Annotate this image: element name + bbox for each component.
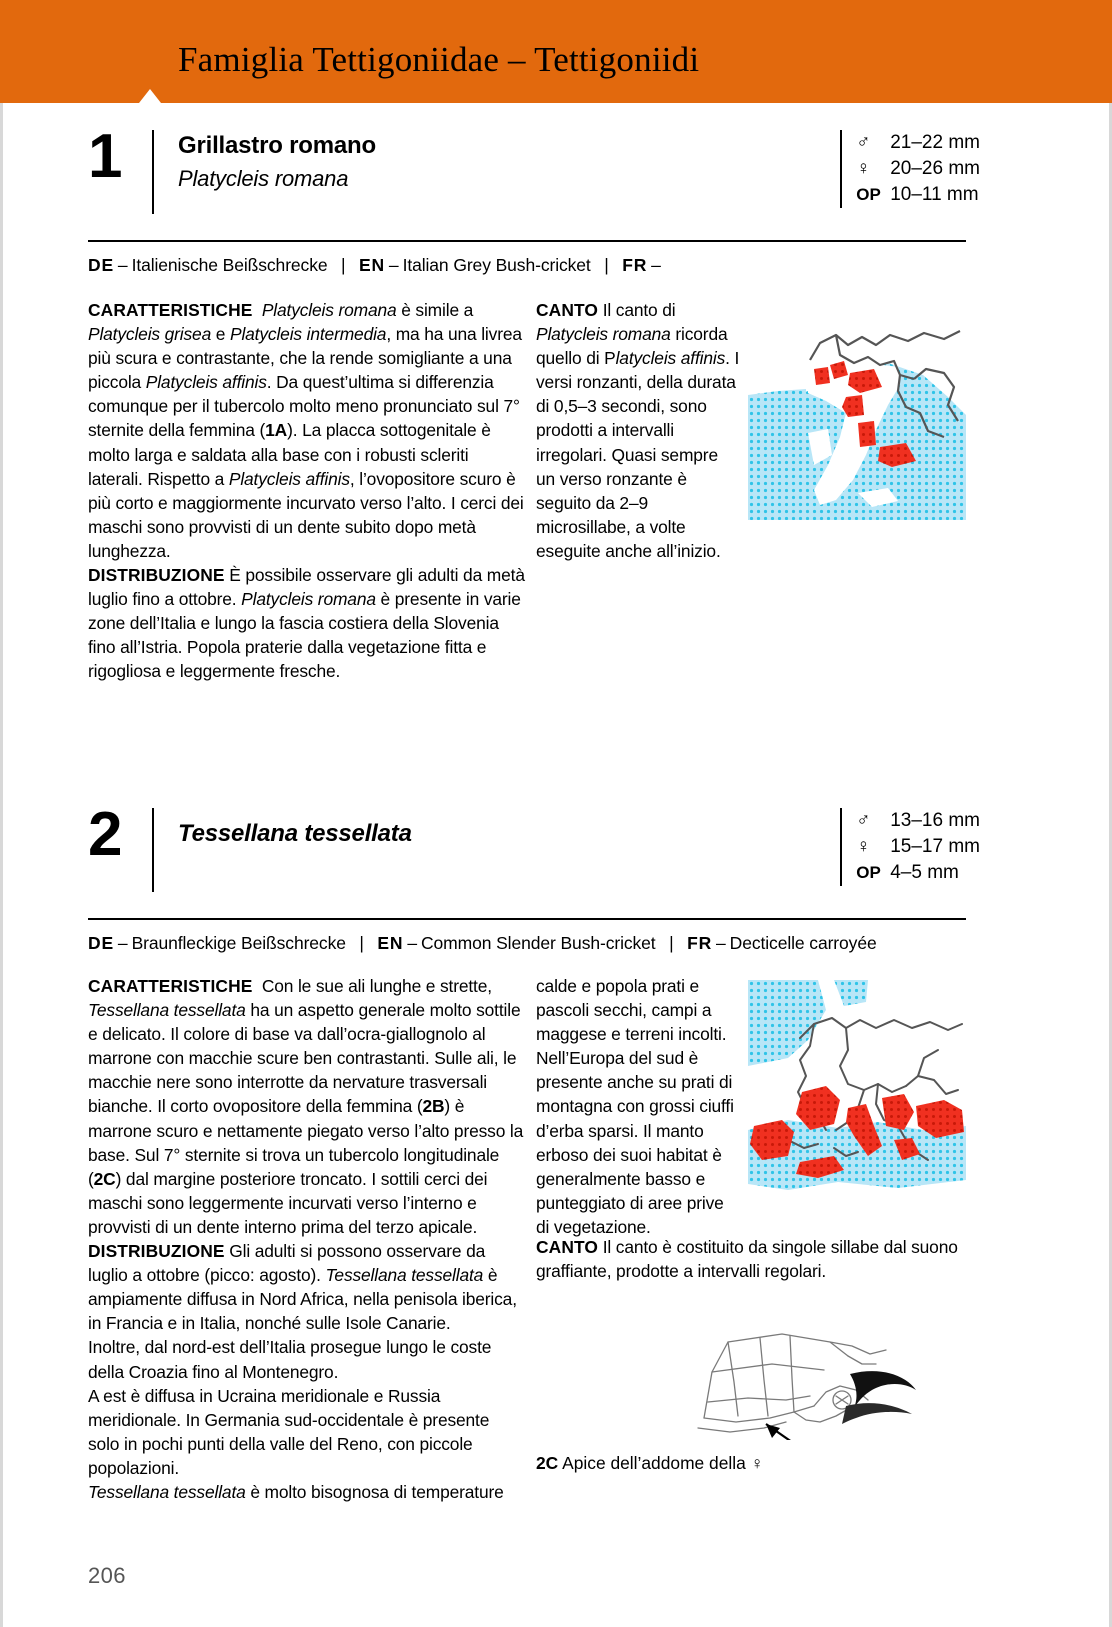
entry-2-divider-rule [88, 918, 966, 920]
page-number: 206 [88, 1563, 126, 1588]
species-entry-1 [0, 122, 1112, 682]
entry-2-distribuzione-3: A est è diffusa in Ucraina meridionale e Russia meridionale. In Germania sud-occidentale è presente solo in pochi punti della valle del Reno, con piccole popolazioni. [88, 1385, 490, 1478]
species-entry-2 [0, 800, 1112, 1502]
ovipositor-label: OP [856, 863, 881, 882]
caratteristiche-label: CARATTERISTICHE [88, 976, 253, 996]
lang-code-fr: FR [622, 255, 648, 275]
lang-name-de: Italienische Beißschrecke [131, 255, 328, 275]
lang-separator: | [354, 933, 369, 953]
male-symbol-icon: ♂ [856, 810, 871, 831]
ovipositor-label: OP [856, 185, 881, 204]
page-header-band [0, 0, 1112, 103]
male-size-value: 13–16 mm [890, 810, 980, 831]
entry-2-left-column [88, 974, 525, 1504]
entry-2-right-column-canto [536, 1235, 966, 1283]
lang-code-en: EN [377, 933, 404, 953]
lang-code-de: DE [88, 255, 114, 275]
canto-text: Il canto di Platycleis romana ricorda quello di Platycleis affinis. I versi ronzanti, della durata di 0,5–3 secondi, sono prodotti a intervalli irregolari. Quasi sempre un verso ronzante è seguito da 2–9 microsillabe, a volte eseguite anche all’inizio. [536, 300, 740, 561]
measurement-row-female [856, 834, 980, 860]
entry-1-scientific-name: Platycleis romana [178, 166, 349, 191]
measurement-row-male [856, 808, 980, 834]
caratteristiche-label: CARATTERISTICHE [88, 300, 253, 320]
lang-separator: | [336, 255, 351, 275]
entry-1-distribuzione [88, 563, 525, 683]
pointer-arrow-icon [766, 1424, 812, 1440]
lang-name-en: Common Slender Bush-cricket [420, 933, 656, 953]
entry-1-vertical-rule [152, 130, 154, 214]
entry-2-habitat-text-2: Nell’Europa del sud è presente anche su prati di montagna con grossi ciuffi d’erba sparsi. Il manto erboso dei suoi habitat è generalmente basso e punteggiato di aree prive di vegetazione. [536, 1048, 734, 1237]
figure-2c-caption-text: Apice dell’addome della ♀ [562, 1453, 764, 1473]
measurement-row-female [856, 156, 980, 182]
distribuzione-text: Gli adulti si possono osservare da luglio a ottobre (picco: agosto). Tessellana tessellata è ampiamente diffusa in Nord Africa, nella penisola iberica, in Francia e in Italia, nonché sulle Isole Canarie. [88, 1241, 517, 1334]
ovipositor-size-value: 10–11 mm [890, 184, 979, 205]
entry-1-left-column [88, 298, 525, 684]
entry-1-caratteristiche [88, 298, 525, 563]
caratteristiche-text: Con le sue ali lunghe e strette, Tessellana tessellata ha un aspetto generale molto sottile e delicato. Il colore di base va dall’ocra-giallognolo al marrone con macchie scure ben contrastanti. Sulle ali, le macchie nere sono interrotte da nervature trasversali bianche. Il corto ovopositore della femmina (2B) è marrone scuro e nettamente piegato verso l’alto presso la base. Sul 7° sternite si trova un tubercolo longitudinale (2C) dal margine posteriore troncato. I sottili cerci dei maschi sono leggermente incurvati verso l’interno e provvisti di un dente interno prima del terzo apicale. [88, 976, 524, 1237]
female-size-value: 20–26 mm [890, 158, 980, 179]
entry-2-habitat-text: calde e popola prati e pascoli secchi, campi a maggese e terreni incolti. [536, 976, 727, 1045]
figure-2c-id: 2C [536, 1453, 559, 1473]
measurement-row-male [856, 130, 980, 156]
lang-code-fr: FR [687, 933, 713, 953]
distribuzione-text: È possibile osservare gli adulti da metà luglio fino a ottobre. Platycleis romana è presente in varie zone dell’Italia e lungo la fascia costiera della Slovenia fino all’Istria. Popola praterie dalla vegetazione fitta e rigogliosa e leggermente fresche. [88, 565, 525, 682]
lang-separator: | [599, 255, 614, 275]
figure-2c-caption [536, 1452, 764, 1474]
lang-name-de: Braunfleckige Beißschrecke [131, 933, 346, 953]
entry-2-canto [536, 1235, 966, 1283]
canto-label: CANTO [536, 300, 599, 320]
female-symbol-icon: ♀ [856, 836, 871, 857]
entry-1-header [0, 122, 1112, 226]
entry-2-names [178, 820, 412, 848]
entry-1-canto [536, 298, 741, 563]
canto-label: CANTO [536, 1237, 599, 1257]
entry-1-measurements [840, 130, 980, 208]
entry-1-common-name: Grillastro romano [178, 132, 376, 159]
entry-1-number: 1 [88, 122, 122, 191]
distribution-map-europe-svg [748, 980, 966, 1208]
entry-1-distribution-map [748, 305, 966, 520]
entry-1-divider-rule [88, 240, 966, 242]
entry-2-number: 2 [88, 800, 122, 869]
abdomen-apex-illustration [690, 1320, 920, 1440]
male-size-value: 21–22 mm [890, 132, 980, 153]
entry-2-scientific-name: Tessellana tessellata [178, 820, 412, 847]
entry-2-header [0, 800, 1112, 904]
entry-2-distribuzione [88, 1239, 525, 1335]
page-title: Famiglia Tettigoniidae – Tettigoniidi [178, 40, 700, 79]
measurement-row-ovipositor [856, 860, 980, 886]
entry-2-language-line: DE – Braunfleckige Beißschrecke | EN – Common Slender Bush-cricket | FR – Decticelle carroyée [88, 933, 877, 953]
measurement-row-ovipositor [856, 182, 980, 208]
lang-name-en: Italian Grey Bush-cricket [402, 255, 591, 275]
ovipositor-size-value: 4–5 mm [890, 862, 959, 883]
entry-2-measurements [840, 808, 980, 886]
header-notch-marker [139, 89, 161, 103]
caratteristiche-text: Platycleis romana è simile a Platycleis grisea e Platycleis intermedia, ma ha una livrea più scura e contrastante, che la rende somigliante a una piccola Platycleis affinis. Da quest’ultima si differenzia comunque per il tubercolo molto meno pronunciato sul 7° sternite della femmina (1A). La placca sottogenitale è molto larga e saldata alla base con i robusti scleriti laterali. Rispetto a Platycleis affinis, l’ovopositore scuro è più corto e maggiormente incurvato verso l’alto. I cerci dei maschi sono provvisti di un dente subito dopo metà lunghezza. [88, 300, 524, 561]
entry-2-distribuzione-4: Tessellana tessellata è molto bisognosa di temperature [88, 1481, 504, 1502]
entry-1-right-column [536, 298, 741, 563]
female-symbol-icon: ♀ [856, 158, 871, 179]
entry-1-language-line: DE – Italienische Beißschrecke | EN – Italian Grey Bush-cricket | FR – [88, 255, 661, 275]
distribution-map-italy-svg [748, 305, 966, 520]
lang-name-fr: Decticelle carroyée [729, 933, 877, 953]
canto-text: Il canto è costituito da singole sillabe dal suono graffiante, prodotte a intervalli regolari. [536, 1237, 958, 1282]
entry-2-right-column-upper [536, 974, 741, 1239]
entry-1-names [178, 132, 376, 193]
lang-code-de: DE [88, 933, 114, 953]
lang-separator: | [664, 933, 679, 953]
female-size-value: 15–17 mm [890, 836, 980, 857]
distribuzione-label: DISTRIBUZIONE [88, 1241, 225, 1262]
abdomen-apex-drawing [690, 1320, 920, 1440]
entry-2-caratteristiche [88, 974, 525, 1239]
entry-2-distribution-map [748, 980, 966, 1208]
entry-2-vertical-rule [152, 808, 154, 892]
entry-2-distribuzione-2: Inoltre, dal nord-est dell’Italia prosegue lungo le coste della Croazia fino al Montenegro. [88, 1337, 492, 1382]
male-symbol-icon: ♂ [856, 132, 871, 153]
lang-code-en: EN [359, 255, 385, 275]
distribuzione-label: DISTRIBUZIONE [88, 565, 225, 586]
